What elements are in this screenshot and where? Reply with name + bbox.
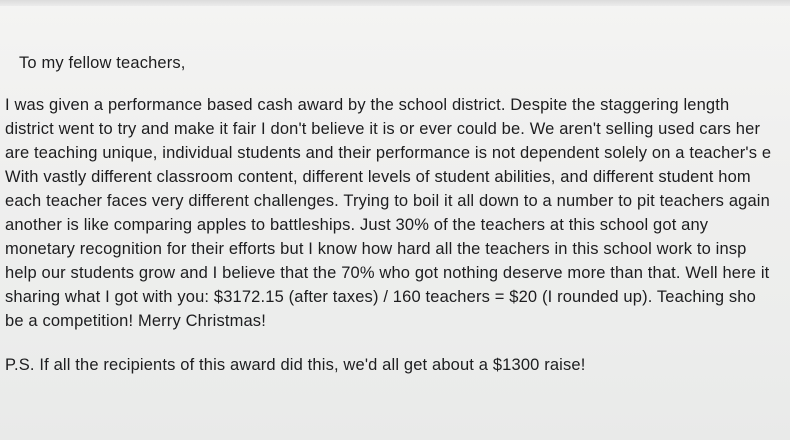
letter-body-line: district went to try and make it fair I don't believe it is or ever could be. We aren't selling used cars her [5, 120, 761, 138]
letter-body-line: help our students grow and I believe that the 70% who got nothing deserve more than that. Well here it [5, 264, 770, 282]
letter-body-line: sharing what I got with you: $3172.15 (after taxes) / 160 teachers = $20 (I rounded up). Teaching sho [5, 288, 756, 306]
letter-postscript: P.S. If all the recipients of this award did this, we'd all get about a $1300 raise! [5, 356, 586, 374]
page-top-edge [0, 0, 790, 6]
letter-body-line: each teacher faces very different challenges. Trying to boil it all down to a number to pit teachers again [5, 192, 770, 210]
letter-body-line: monetary recognition for their efforts but I know how hard all the teachers in this school work to insp [5, 240, 747, 258]
letter-body-line: I was given a performance based cash award by the school district. Despite the staggering length [5, 96, 730, 114]
letter-body-line: are teaching unique, individual students and their performance is not dependent solely on a teacher's e [5, 144, 772, 162]
letter-greeting: To my fellow teachers, [19, 54, 186, 72]
letter-body-line: With vastly different classroom content, different levels of student abilities, and different student hom [5, 168, 751, 186]
letter-body-line: another is like comparing apples to battleships. Just 30% of the teachers at this school got any [5, 216, 709, 234]
letter-body-line: be a competition! Merry Christmas! [5, 312, 266, 330]
